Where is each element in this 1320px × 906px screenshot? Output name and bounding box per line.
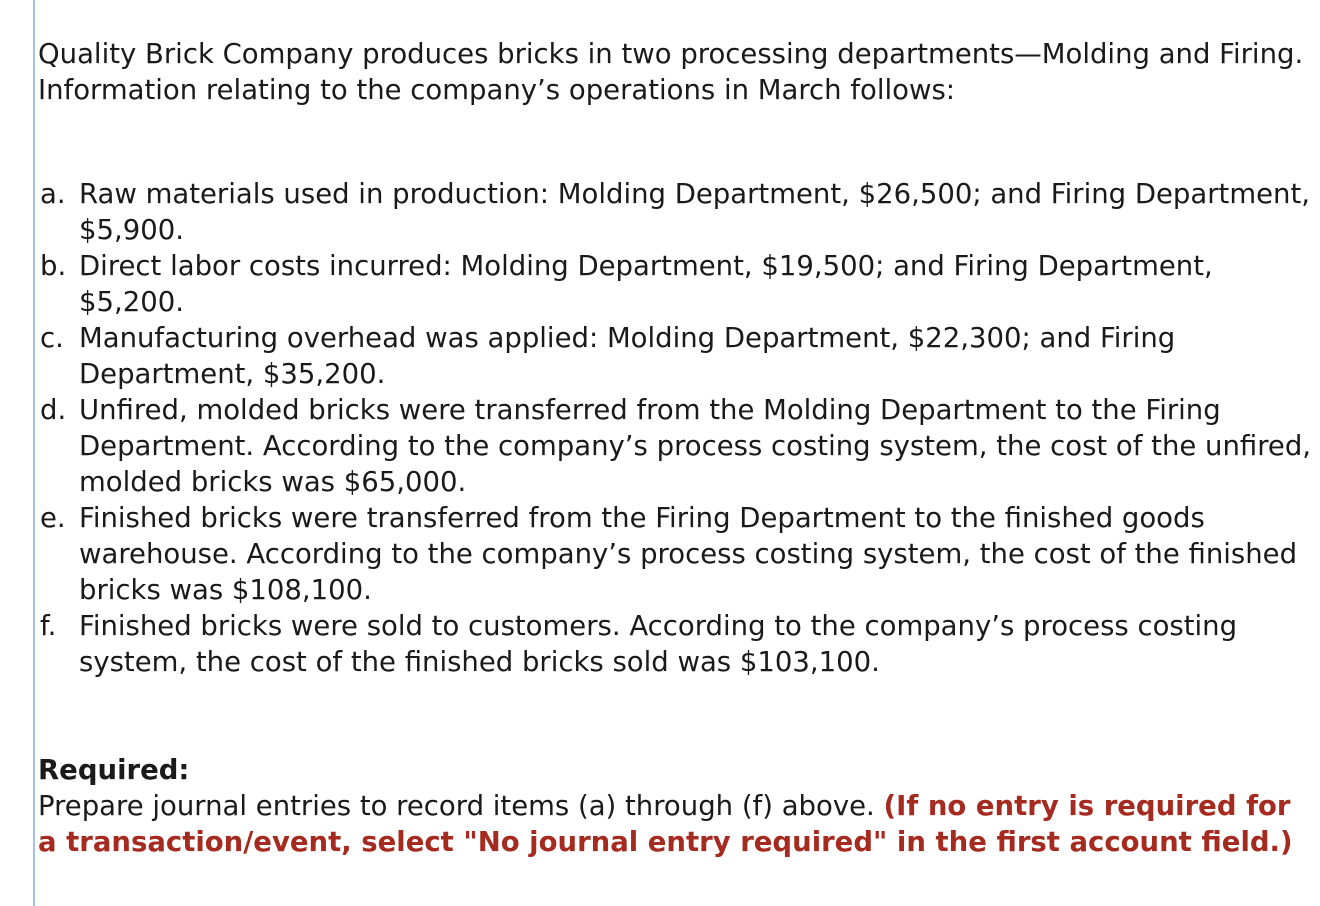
required-section bbox=[38, 752, 1316, 860]
required-body bbox=[38, 788, 1316, 860]
item-letter: c. bbox=[40, 322, 64, 354]
item-letter: e. bbox=[40, 502, 66, 534]
item-letter: a. bbox=[40, 178, 66, 210]
transaction-item-a bbox=[38, 176, 1316, 248]
problem-intro: Quality Brick Company produces bricks in two processing departments—Molding and Firing. Information relating to the company’s operations in March follows: bbox=[38, 38, 1304, 106]
left-border-rule bbox=[33, 0, 35, 906]
item-letter: d. bbox=[40, 394, 67, 426]
item-text: Finished bricks were sold to customers. According to the company’s process costing system, the cost of the finished bricks sold was $103,100. bbox=[79, 610, 1238, 678]
item-letter: b. bbox=[40, 250, 67, 282]
item-text: Unfired, molded bricks were transferred from the Molding Department to the Firing Department. According to the company’s process costing system, the cost of the unfired, molded bricks was $65,000. bbox=[79, 394, 1312, 498]
item-text: Manufacturing overhead was applied: Molding Department, $22,300; and Firing Department, $35,200. bbox=[79, 322, 1176, 390]
transaction-item-f bbox=[38, 608, 1316, 680]
required-heading: Required: bbox=[38, 754, 190, 786]
item-text: Raw materials used in production: Molding Department, $26,500; and Firing Department, $5,900. bbox=[79, 178, 1310, 246]
item-text: Finished bricks were transferred from the Firing Department to the finished goods warehouse. According to the company’s process costing system, the cost of the finished bricks was $108,100. bbox=[79, 502, 1298, 606]
transaction-list bbox=[38, 176, 1316, 680]
problem-content bbox=[38, 36, 1316, 860]
transaction-item-b bbox=[38, 248, 1316, 320]
required-note: (If no entry is required for a transaction/event, select "No journal entry required" in the first account field.) bbox=[38, 790, 1293, 858]
required-instruction: Prepare journal entries to record items (a) through (f) above. bbox=[38, 790, 875, 822]
transaction-item-c bbox=[38, 320, 1316, 392]
transaction-item-d bbox=[38, 392, 1316, 500]
transaction-item-e bbox=[38, 500, 1316, 608]
item-letter: f. bbox=[40, 610, 57, 642]
item-text: Direct labor costs incurred: Molding Department, $19,500; and Firing Department, $5,200. bbox=[79, 250, 1213, 318]
